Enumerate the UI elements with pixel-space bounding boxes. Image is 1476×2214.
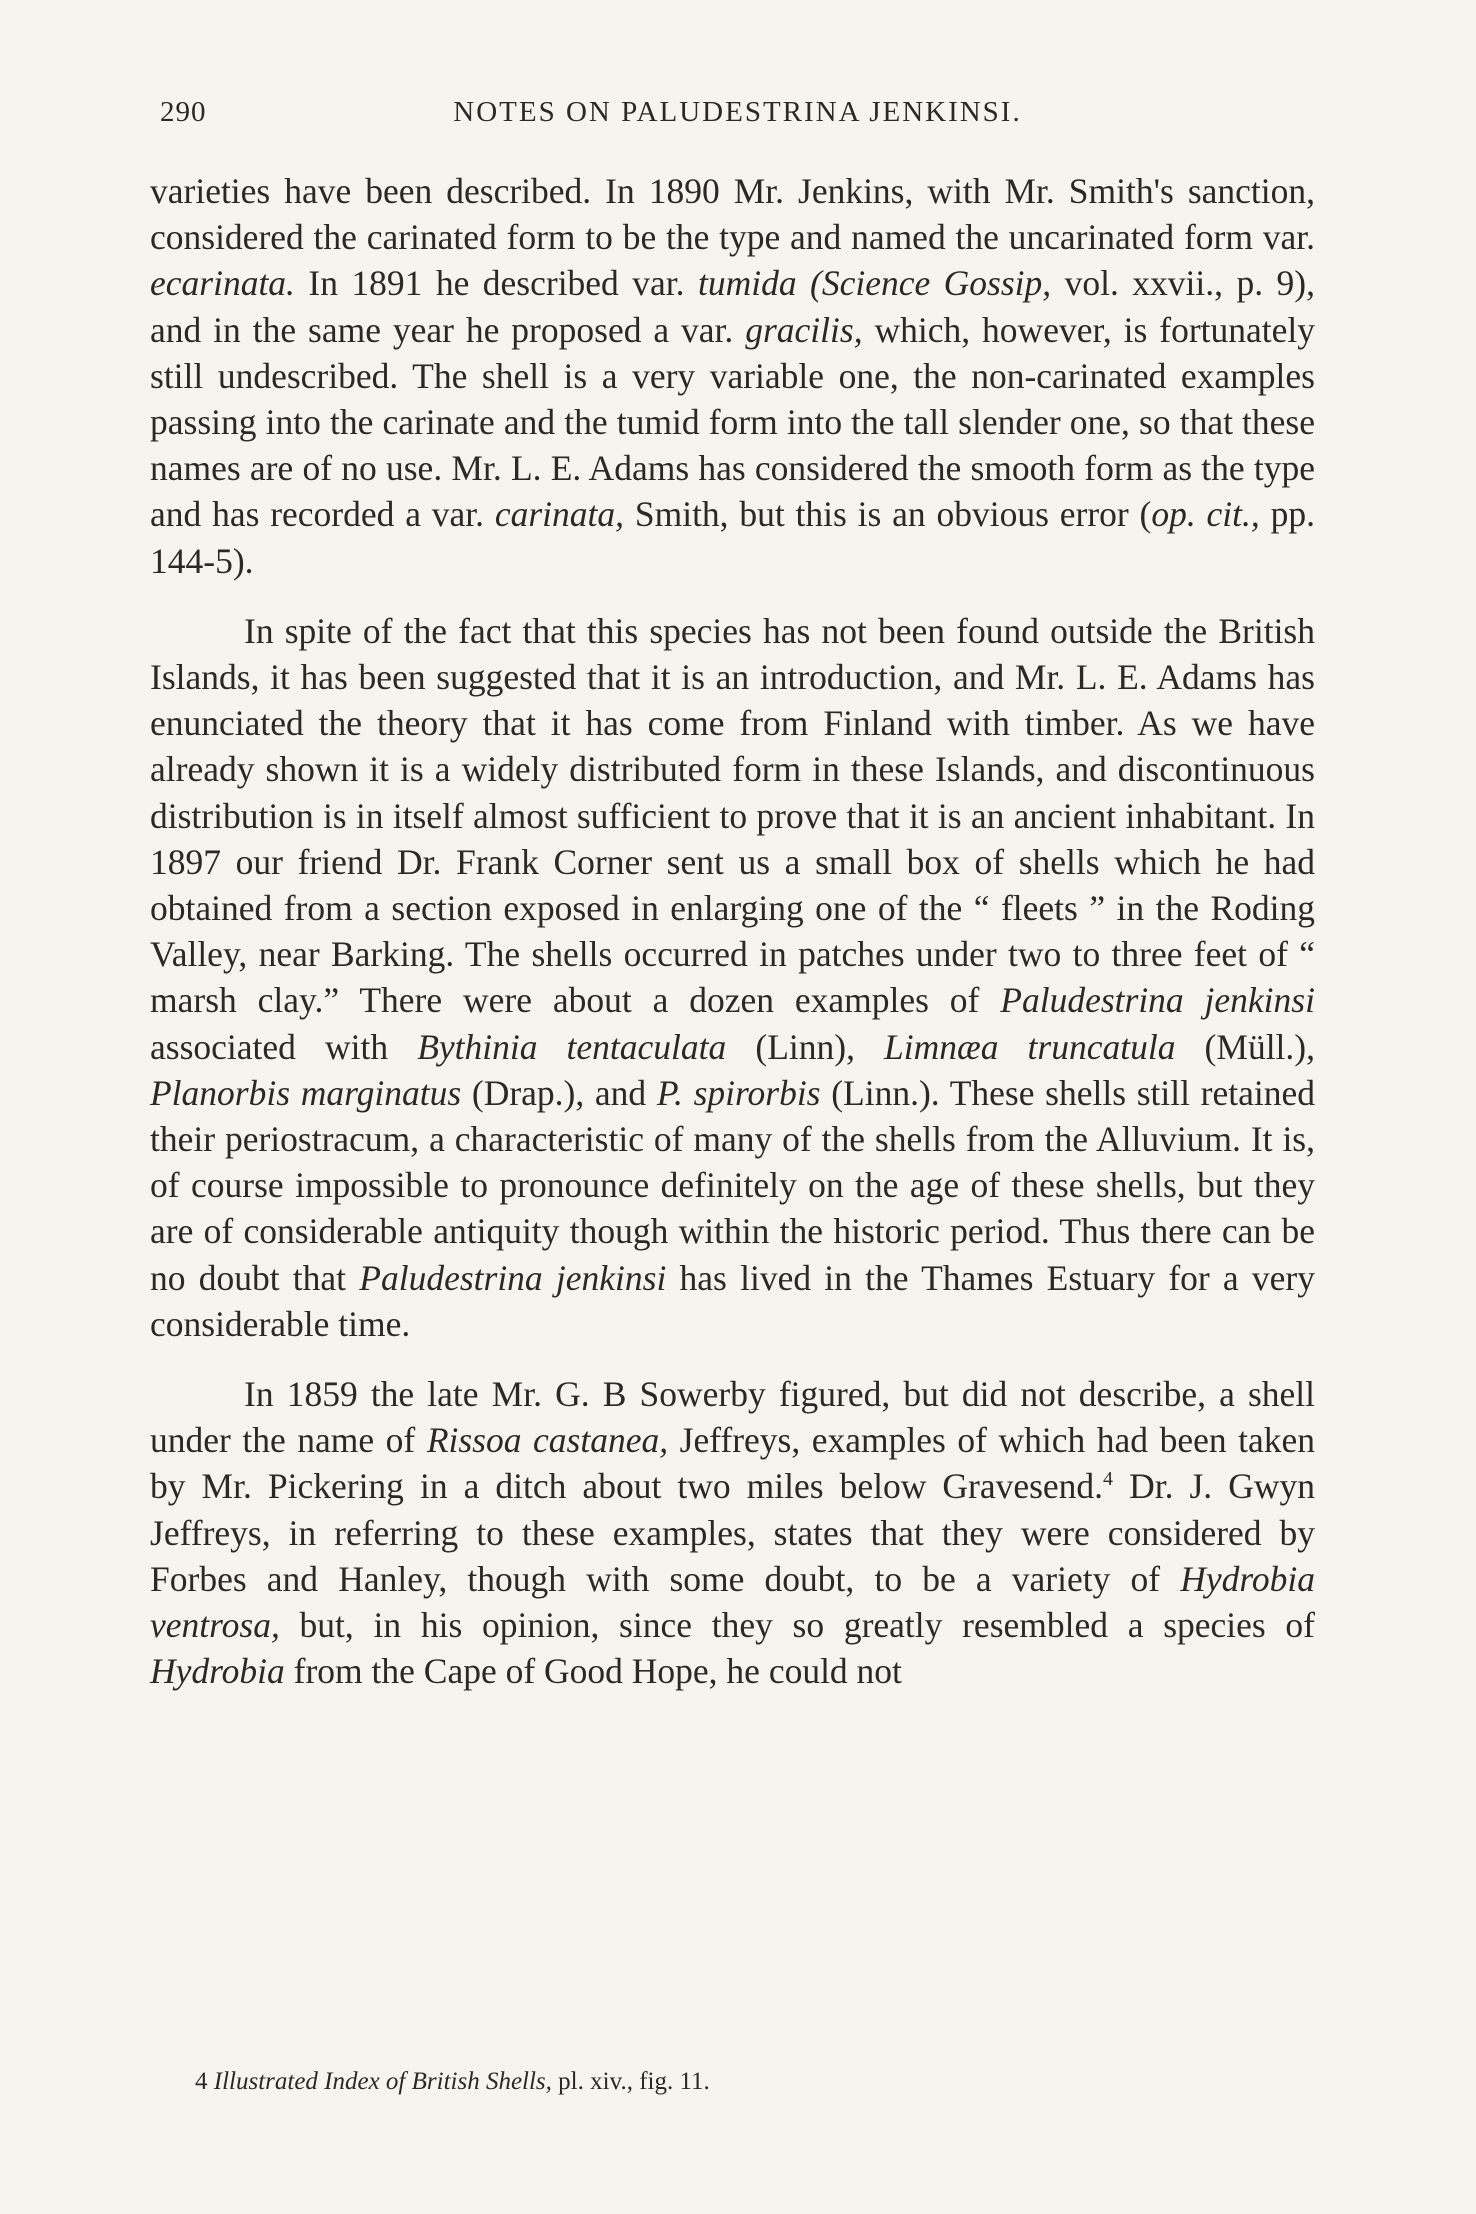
text-run: has lived in the Thames Estuary for a very considerable time.	[150, 1257, 1315, 1344]
text-run: but, in his opinion, since they so greatly resembled a species of	[279, 1605, 1315, 1646]
italic-run: gracilis,	[745, 309, 863, 350]
footnote-marker: 4	[1103, 1468, 1114, 1491]
italic-run: Bythinia tentaculata	[417, 1026, 727, 1067]
paragraph-2	[150, 608, 1315, 1347]
text-run: In spite of the fact that this species has not been found outside the British Islands, it has been suggested that it is an introduction, and Mr. L. E. Adams has enunciated the theory that it has come from Finland with timber. As we have already shown it is a widely distributed form in these Islands, and discontinuous distribution is in itself almost sufficient to prove that it is an ancient inhabitant. In 1897 our friend Dr. Frank Corner sent us a small box of shells which he had obtained from a section exposed in enlarging one of the “ fleets ” in the Roding Valley, near Barking. The shells occurred in patches under two to three feet of “ marsh clay.” There were about a dozen examples of	[150, 610, 1315, 1021]
text-run: Dr. J. Gwyn Jeffreys, in referring to these examples, states that they were considered by Forbes and Hanley, though with some doubt, to be a variety of	[150, 1466, 1315, 1599]
text-run: which, however, is fortunately still undescribed. The shell is a very variable one, the non-carinated examples passing into the carinate and the tumid form into the tall slender one, so that these names are of no use. Mr. L. E. Adams has considered the smooth form as the type and has recorded a var.	[150, 309, 1315, 535]
text-run: Jeffreys, examples of which had been taken by Mr. Pickering in a ditch about two miles below Gravesend.	[150, 1420, 1316, 1507]
text-run: (Linn),	[726, 1026, 885, 1067]
italic-run: Hydrobia ventrosa,	[150, 1558, 1315, 1646]
footnote-number: 4	[195, 2068, 208, 2095]
text-run: (Linn.). These shells still retained their periostracum, a characteristic of many of the shells from the Alluvium. It is, of course impossible to pronounce definitely on the age of these shells, but they are of considerable antiquity though within the historic period. Thus there can be no doubt that	[150, 1072, 1316, 1298]
text-run: (Drap.), and	[461, 1072, 657, 1113]
page-number: 290	[160, 96, 207, 128]
italic-run: Paludestrina jenkinsi	[359, 1257, 667, 1298]
italic-run: Hydrobia	[150, 1651, 285, 1692]
text-run: varieties have been described. In 1890 Mr. Jenkins, with Mr. Smith's sanction, considered the carinated form to be the type and named the uncarinated form var.	[150, 171, 1315, 258]
text-run: (Müll.),	[1175, 1026, 1315, 1067]
italic-run: Limnæa truncatula	[884, 1026, 1176, 1067]
italic-run: P. spirorbis	[656, 1072, 821, 1113]
text-run: Smith, but this is an obvious error (	[624, 494, 1152, 535]
italic-run: op. cit.,	[1151, 494, 1260, 535]
italic-run: tumida (Science Gossip,	[697, 263, 1052, 304]
text-run: pp. 144-5).	[150, 494, 1315, 581]
italic-run: ecarinata.	[150, 263, 295, 304]
text-run: from the Cape of Good Hope, he could not	[284, 1651, 902, 1692]
footnote-reference: pl. xiv., fig. 11.	[551, 2068, 710, 2095]
footnote	[195, 2066, 1295, 2098]
running-head	[160, 96, 1315, 140]
text-run: associated with	[150, 1026, 418, 1067]
italic-run: Planorbis marginatus	[150, 1072, 462, 1113]
paragraph-3	[150, 1371, 1315, 1694]
italic-run: Rissoa castanea,	[426, 1420, 669, 1461]
text-run: In 1859 the late Mr. G. B Sowerby figured, but did not describe, a shell under the name of	[150, 1374, 1315, 1461]
footnote-title: Illustrated Index of British Shells,	[213, 2068, 552, 2095]
text-run: In 1891 he described var.	[294, 263, 698, 304]
body-text	[150, 168, 1315, 1695]
italic-run: carinata,	[494, 494, 625, 535]
running-title: NOTES ON PALUDESTRINA JENKINSI.	[453, 96, 1022, 128]
text-run: vol. xxvii., p. 9), and in the same year he proposed a var.	[150, 263, 1315, 350]
italic-run: Paludestrina jenkinsi	[1000, 980, 1315, 1021]
paragraph-1	[150, 168, 1315, 584]
